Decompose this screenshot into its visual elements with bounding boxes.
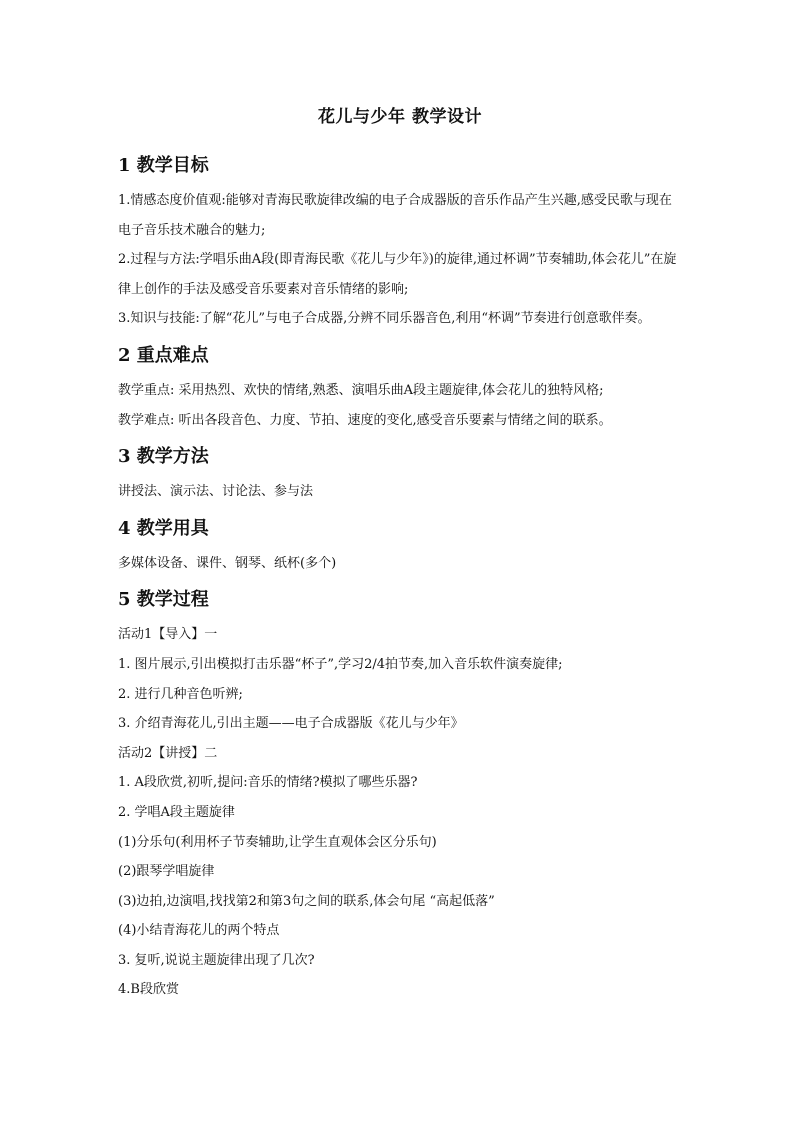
list-item: 3. 复听,说说主题旋律出现了几次?: [118, 952, 315, 968]
paragraph: 教学难点: 听出各段音色、力度、节拍、速度的变化,感受音乐要素与情绪之间的联系。: [118, 412, 612, 428]
list-item: (3)边拍,边演唱,找找第2和第3句之间的联系,体会句尾 “高起低落”: [118, 893, 495, 909]
list-item: (2)跟琴学唱旋律: [118, 864, 215, 880]
paragraph: 教学重点: 采用热烈、欢快的情绪,熟悉、演唱乐曲A段主题旋律,体会花儿的独特风格;: [118, 382, 604, 398]
section-heading: 3 教学方法: [118, 446, 209, 468]
section-teaching-goals: [118, 150, 682, 334]
list-item: 4.B段欣赏: [118, 982, 179, 998]
document-title: 花儿与少年 教学设计: [318, 107, 482, 127]
section-heading: 4 教学用具: [118, 517, 209, 539]
paragraph: 3.知识与技能:了解“花儿”与电子合成器,分辨不同乐器音色,利用“杯调”节奏进行创意歌伴奏。: [118, 311, 651, 327]
section-heading: 5 教学过程: [118, 589, 209, 611]
activity-label: 活动1【导入】一: [118, 627, 218, 643]
list-item: 1. A段欣赏,初听,提问:音乐的情绪?模拟了哪些乐器?: [118, 775, 418, 791]
list-item: 2. 学唱A段主题旋律: [118, 804, 235, 820]
list-item: (4)小结青海花儿的两个特点: [118, 923, 280, 939]
paragraph: 1.情感态度价值观:能够对青海民歌旋律改编的电子合成器版的音乐作品产生兴趣,感受民歌与现在电子音乐技术融合的魅力;: [118, 193, 672, 238]
section-key-points: [118, 340, 682, 435]
section-teaching-methods: [118, 441, 682, 507]
section-teaching-tools: [118, 513, 682, 579]
section-teaching-process: [118, 584, 682, 1005]
section-heading: 1 教学目标: [118, 155, 209, 176]
section-heading: 2 重点难点: [118, 344, 209, 366]
list-item: 3. 介绍青海花儿,引出主题——电子合成器版《花儿与少年》: [118, 716, 464, 732]
activity-label: 活动2【讲授】二: [118, 745, 218, 761]
list-item: 2. 进行几种音色听辨;: [118, 686, 243, 702]
paragraph: 多媒体设备、课件、钢琴、纸杯(多个): [118, 555, 337, 571]
paragraph: 2.过程与方法:学唱乐曲A段(即青海民歌《花儿与少年》)的旋律,通过杯调”节奏辅助,体会花儿”在旋律上创作的手法及感受音乐要素对音乐情绪的影响;: [118, 252, 677, 297]
list-item: 1. 图片展示,引出模拟打击乐器“杯子”,学习2/4拍节奏,加入音乐软件演奏旋律;: [118, 656, 563, 672]
list-item: (1)分乐句(利用杯子节奏辅助,让学生直观体会区分乐句): [118, 834, 437, 850]
paragraph: 讲授法、演示法、讨论法、参与法: [118, 484, 314, 500]
